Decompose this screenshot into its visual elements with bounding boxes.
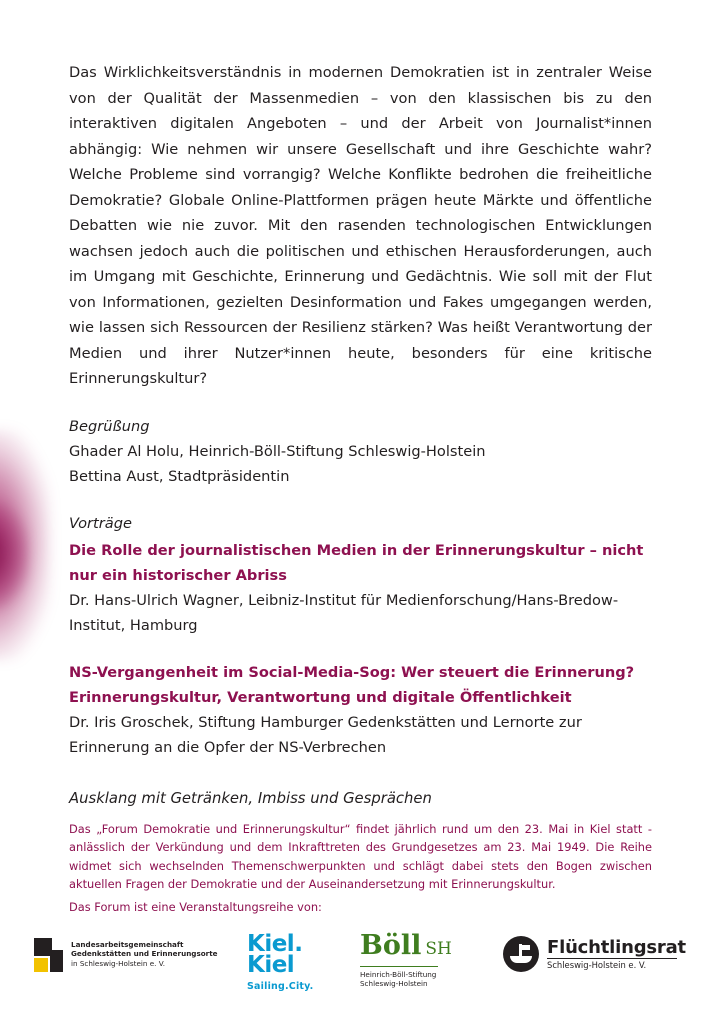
logo-fluechtlingsrat [503, 936, 693, 972]
logo-heinrich-boell-stiftung [360, 932, 485, 989]
talk-item [69, 538, 652, 638]
boell-sub-2: Schleswig-Holstein [360, 979, 428, 989]
kiel-tagline: Sailing.City. [247, 981, 314, 992]
talk-speaker-1: Dr. Hans-Ulrich Wagner, Leibniz-Institut für Medienforschung/Hans-Bredow-Institut, Hamburg [69, 591, 619, 634]
greeting-section [69, 414, 652, 489]
fr-name: Flüchtlingsrat [547, 937, 686, 958]
fr-sub: Schleswig-Holstein e. V. [547, 960, 647, 970]
lag-mark-icon [34, 938, 64, 972]
kiel-line-1: Kiel. [247, 931, 303, 957]
talk-speaker-2: Dr. Iris Groschek, Stiftung Hamburger Gedenkstätten und Lernorte zur Erinnerung an die Opfer der NS-Verbrechen [69, 713, 582, 756]
greeting-line-2: Bettina Aust, Stadtpräsidentin [69, 467, 290, 485]
boell-sub-1: Heinrich-Böll-Stiftung [360, 970, 437, 979]
boell-divider [360, 966, 438, 967]
lag-text [71, 938, 219, 968]
lag-line-2: Gedenkstätten und Erinnerungsorte [71, 949, 218, 959]
talks-section [69, 511, 652, 760]
greeting-line-1: Ghader Al Holu, Heinrich-Böll-Stiftung Schleswig-Holstein [69, 442, 486, 460]
talk-item [69, 660, 652, 760]
boell-region: SH [425, 939, 452, 959]
document-content [69, 60, 652, 916]
decorative-smudge [0, 430, 50, 660]
decorative-smudge-core [0, 500, 30, 610]
lag-line-1: Landesarbeitsgemeinschaft [71, 940, 184, 949]
fr-text [547, 936, 693, 970]
boat-icon [503, 936, 539, 972]
series-note: Das „Forum Demokratie und Erinnerungskultur“ findet jährlich rund um den 23. Mai in Kiel statt - anlässlich der Verkündung und dem Inkrafttreten des Grundgesetzes am 23. Mai 1949. Die Reihe widmet sich wechselnden Themenschwerpunkten und schlägt dabei stets den Bogen zwischen aktuellen Fragen der Demokratie und der Auseinandersetzung mit Erinnerungskultur. [69, 821, 652, 891]
series-note-last: Das Forum ist eine Veranstaltungsreihe von: [69, 899, 322, 914]
talk-title-2: NS-Vergangenheit im Social-Media-Sog: Wer steuert die Erinnerung? Erinnerungskultur, Verantwortung und digitale Öffentlichkeit [69, 663, 635, 706]
closing-line: Ausklang mit Getränken, Imbiss und Gesprächen [69, 789, 432, 807]
partner-logos [0, 930, 721, 1010]
boell-wordmark: Böll [360, 930, 422, 961]
talk-title-1: Die Rolle der journalistischen Medien in der Erinnerungskultur – nicht nur ein historischer Abriss [69, 541, 644, 584]
lag-line-3: in Schleswig-Holstein e. V. [71, 958, 165, 968]
logo-kiel [247, 931, 337, 992]
logo-landesarbeitsgemeinschaft [34, 938, 219, 972]
intro-paragraph: Das Wirklichkeitsverständnis in modernen Demokratien ist in zentraler Weise von der Qualität der Massenmedien – von den klassischen bis zu den interaktiven digitalen Angeboten – und der Arbeit von Journalist*innen abhängig: Wie nehmen wir unsere Gesellschaft und ihre Geschichte wahr? Welche Probleme sind vorrangig? Welche Konflikte bedrohen die freiheitliche Demokratie? Globale Online-Plattformen prägen heute Märkte und öffentliche Debatten wie nie zuvor. Mit den rasenden technologischen Entwicklungen wachsen jedoch auch die politischen und ethischen Herausforderungen, auch im Umgang mit Geschichte, Erinnerung und Gedächtnis. Wie soll mit der Flut von Informationen, gezielten Desinformation und Fakes umgegangen werden, wie lassen sich Ressourcen der Resilienz stärken? Was heißt Verantwortung der Medien und ihrer Nutzer*innen heute, besonders für eine kritische Erinnerungskultur? [69, 64, 652, 387]
fr-divider [547, 958, 677, 959]
talks-heading: Vorträge [69, 514, 132, 532]
greeting-heading: Begrüßung [69, 417, 150, 435]
kiel-line-2: Kiel [247, 952, 295, 978]
boell-wordmark-row [360, 932, 485, 963]
